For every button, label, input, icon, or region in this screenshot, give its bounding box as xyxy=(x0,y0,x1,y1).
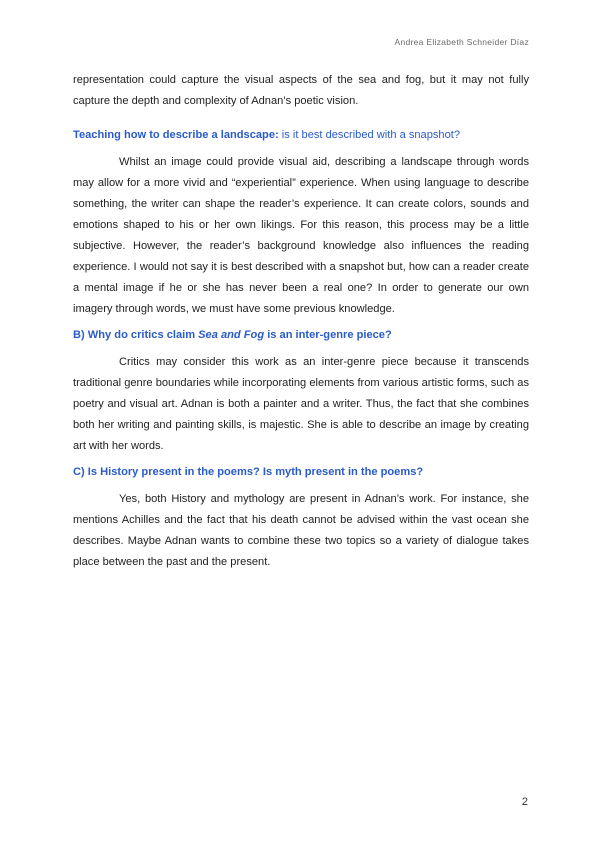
section-a-paragraph: Whilst an image could provide visual aid, describing a landscape through words may allow for a more vivid and “experiential” experience. When using language to describe something, the writer can shape the reader’s experience. It can create colors, sounds and emotions shaped to his or her own likings. For this reason, this process may be a little subjective. However, the reader’s background knowledge also influences the reading experience. I would not say it is best described with a snapshot but, how can a reader create a mental image if he or she has never been a real one? In order to generate our own imagery through words, we must have some previous knowledge. xyxy=(73,156,529,315)
section-a-heading xyxy=(73,125,529,146)
section-b-heading-title: Sea and Fog xyxy=(198,329,265,341)
section-b-heading xyxy=(73,325,529,346)
section-c-paragraph: Yes, both History and mythology are present in Adnan’s work. For instance, she mentions Achilles and the fact that his death cannot be advised within the vast ocean she describes. Maybe Adnan wants to combine these two topics so a variety of dialogue takes place between the past and the present. xyxy=(73,493,529,568)
page-content xyxy=(73,70,529,573)
section-c-heading: C) Is History present in the poems? Is myth present in the poems? xyxy=(73,466,424,478)
page-number: 2 xyxy=(521,796,528,808)
header-author: Andrea Elizabeth Schneider Díaz xyxy=(394,37,529,47)
section-a-heading-question: is it best described with a snapshot? xyxy=(281,129,461,141)
section-b-heading-prefix: B) Why do critics claim xyxy=(73,329,199,341)
section-b-paragraph: Critics may consider this work as an inter-genre piece because it transcends traditional genre boundaries while incorporating elements from various artistic forms, such as poetry and visual art. Adnan is both a painter and a writer. Thus, the fact that she combines both her writing and painting skills, is majestic. She is able to describe an image by creating art with her words. xyxy=(73,356,529,452)
section-b-heading-suffix: is an inter-genre piece? xyxy=(264,329,392,341)
intro-paragraph: representation could capture the visual aspects of the sea and fog, but it may not fully capture the depth and complexity of Adnan’s poetic vision. xyxy=(73,74,529,107)
section-a-heading-bold: Teaching how to describe a landscape: xyxy=(73,129,279,141)
